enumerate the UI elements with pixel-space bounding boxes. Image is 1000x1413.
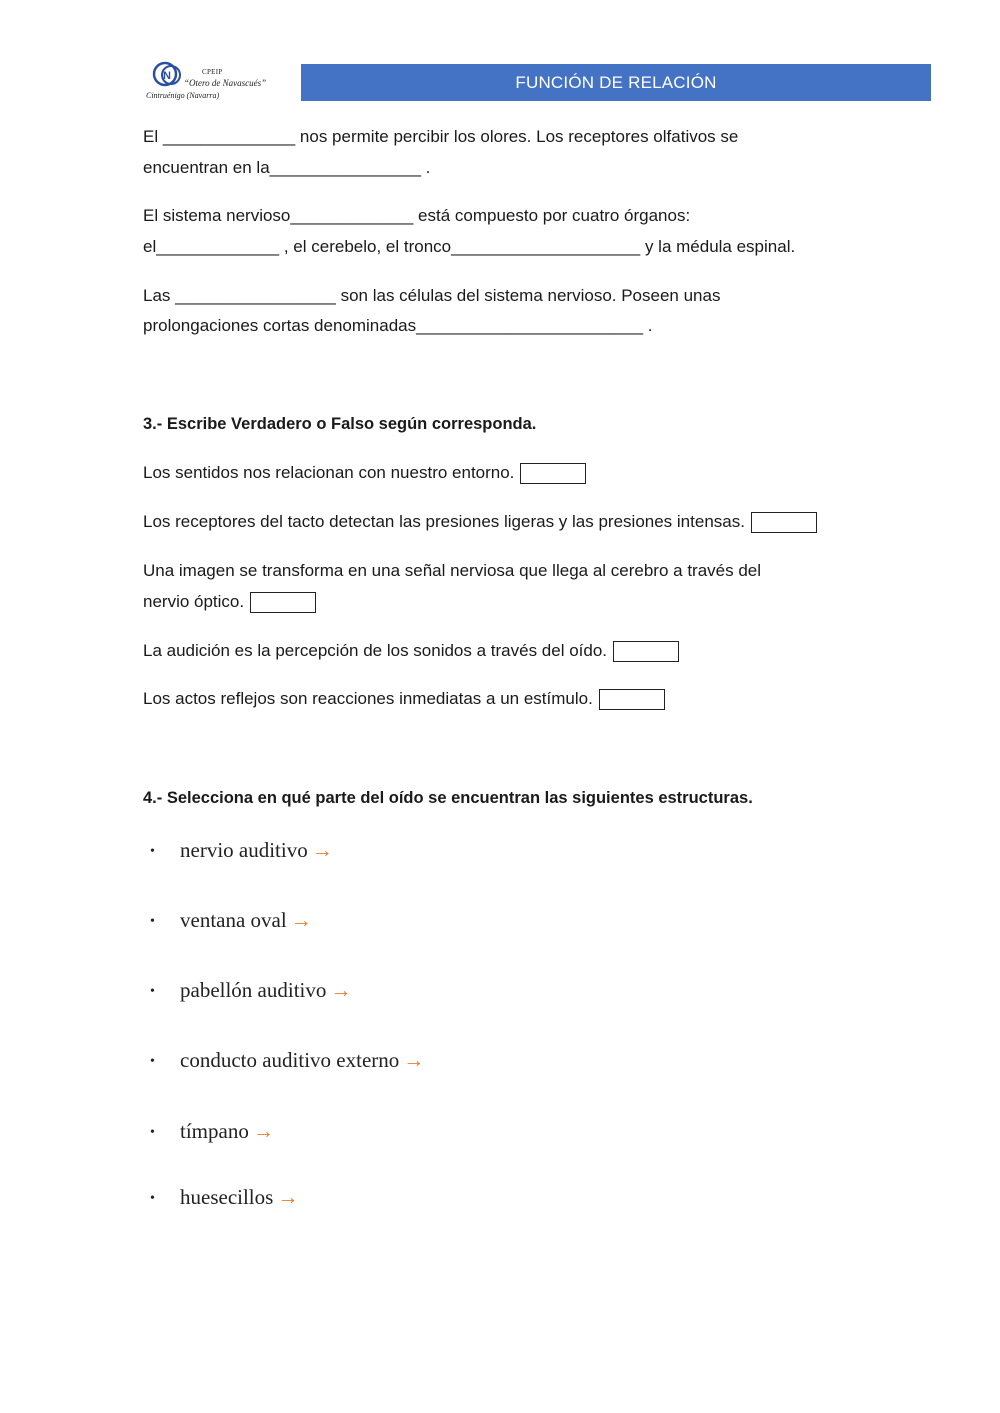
school-name: “Otero de Navascués” bbox=[184, 78, 267, 88]
page-title-bar bbox=[301, 64, 931, 101]
true-false-answer-box[interactable] bbox=[613, 641, 679, 662]
ear-structure-label: nervio auditivo bbox=[180, 838, 308, 862]
svg-text:N: N bbox=[163, 70, 171, 82]
true-false-answer-box[interactable] bbox=[250, 592, 316, 613]
true-false-item-5 bbox=[143, 688, 665, 710]
blank-paragraph-2-line-2: el_____________ , el cerebelo, el tronco____________________ y la médula espinal. bbox=[143, 237, 796, 256]
arrow-right-icon[interactable]: → bbox=[311, 838, 333, 862]
bullet-icon: • bbox=[150, 1125, 155, 1141]
list-item[interactable] bbox=[150, 1185, 298, 1210]
blank-paragraph-1-line-2: encuentran en la________________ . bbox=[143, 158, 431, 177]
true-false-statement: La audición es la percepción de los sonidos a través del oído. bbox=[143, 641, 608, 660]
true-false-answer-box[interactable] bbox=[599, 689, 665, 710]
blank-paragraph-3-line-1: Las _________________ son las células del sistema nervioso. Poseen unas bbox=[143, 286, 721, 305]
true-false-item-4 bbox=[143, 640, 679, 662]
arrow-right-icon[interactable]: → bbox=[277, 1185, 299, 1209]
ear-structure-label: huesecillos bbox=[180, 1185, 274, 1209]
blank-paragraph-3-line-2: prolongaciones cortas denominadas________________________ . bbox=[143, 316, 653, 335]
arrow-right-icon[interactable]: → bbox=[403, 1048, 425, 1072]
arrow-right-icon[interactable]: → bbox=[290, 908, 312, 932]
true-false-answer-box[interactable] bbox=[520, 463, 586, 484]
true-false-item-3-line-1: Una imagen se transforma en una señal nerviosa que llega al cerebro a través del bbox=[143, 561, 762, 580]
school-logo-icon bbox=[152, 60, 182, 90]
bullet-icon: • bbox=[150, 1191, 155, 1207]
true-false-statement: Los sentidos nos relacionan con nuestro entorno. bbox=[143, 463, 515, 482]
true-false-statement: Los actos reflejos son reacciones inmediatas a un estímulo. bbox=[143, 689, 593, 708]
list-item[interactable] bbox=[150, 908, 312, 933]
blank-paragraph-1-line-1: El ______________ nos permite percibir los olores. Los receptores olfativos se bbox=[143, 127, 739, 146]
ear-structure-label: pabellón auditivo bbox=[180, 978, 327, 1002]
list-item[interactable] bbox=[150, 1119, 274, 1144]
bullet-icon: • bbox=[150, 844, 155, 860]
true-false-item-1 bbox=[143, 462, 586, 484]
ear-structure-label: ventana oval bbox=[180, 908, 287, 932]
section-4-heading: 4.- Selecciona en qué parte del oído se encuentran las siguientes estructuras. bbox=[143, 789, 753, 807]
blank-paragraph-2-line-1: El sistema nervioso_____________ está compuesto por cuatro órganos: bbox=[143, 206, 691, 225]
arrow-right-icon[interactable]: → bbox=[252, 1119, 274, 1143]
bullet-icon: • bbox=[150, 914, 155, 930]
ear-structure-label: conducto auditivo externo bbox=[180, 1048, 400, 1072]
school-logo bbox=[146, 60, 281, 104]
true-false-statement: nervio óptico. bbox=[143, 592, 245, 611]
page-title: FUNCIÓN DE RELACIÓN bbox=[515, 72, 717, 92]
true-false-answer-box[interactable] bbox=[751, 512, 817, 533]
section-3-heading: 3.- Escribe Verdadero o Falso según corresponda. bbox=[143, 415, 537, 433]
bullet-icon: • bbox=[150, 984, 155, 1000]
school-line-1: CPEIP bbox=[202, 68, 223, 76]
list-item[interactable] bbox=[150, 1048, 424, 1073]
school-location: Cintruénigo (Navarra) bbox=[146, 91, 220, 100]
true-false-statement: Los receptores del tacto detectan las presiones ligeras y las presiones intensas. bbox=[143, 512, 745, 531]
bullet-icon: • bbox=[150, 1054, 155, 1070]
ear-structure-label: tímpano bbox=[180, 1119, 249, 1143]
list-item[interactable] bbox=[150, 978, 351, 1003]
list-item[interactable] bbox=[150, 838, 333, 863]
arrow-right-icon[interactable]: → bbox=[330, 978, 352, 1002]
true-false-item-3-line-2 bbox=[143, 591, 316, 613]
true-false-item-2 bbox=[143, 511, 817, 533]
